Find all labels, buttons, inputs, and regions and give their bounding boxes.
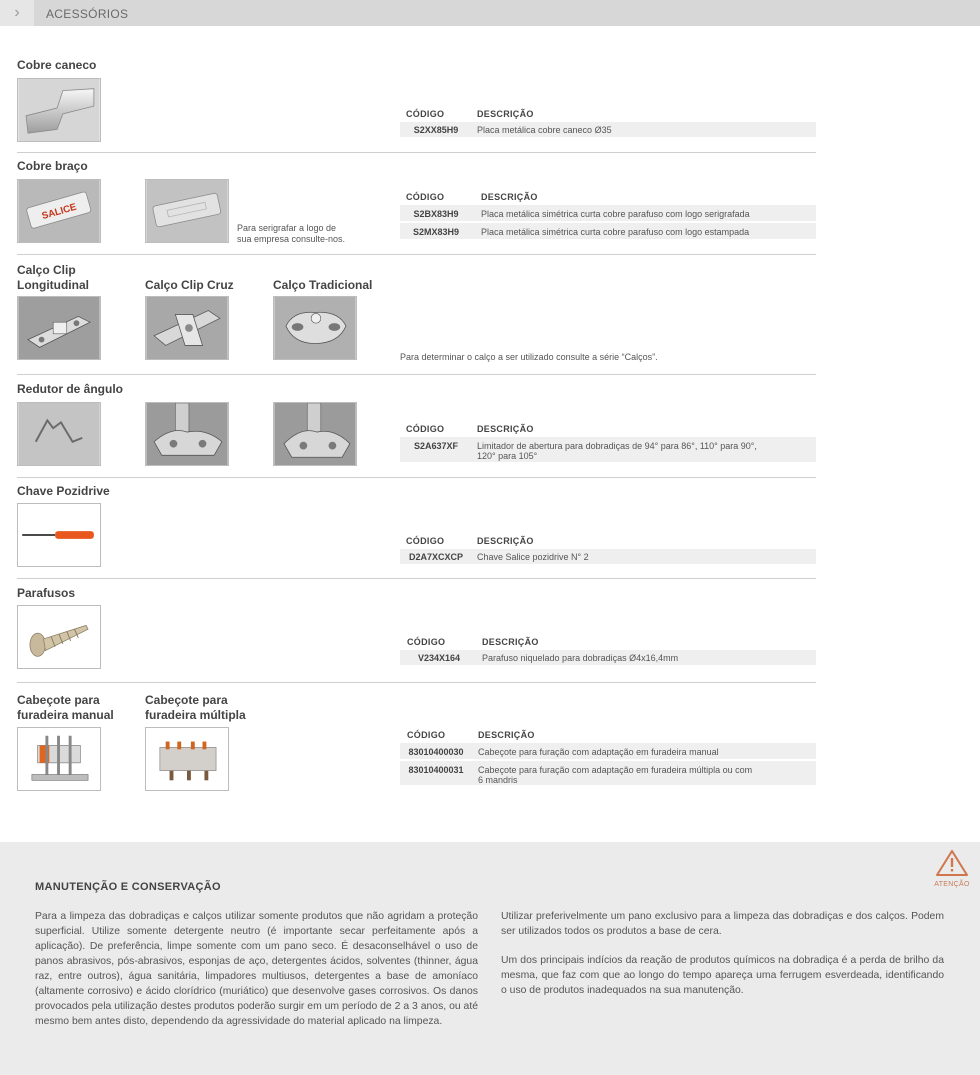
- cobre-braco-stamped-image: [145, 179, 229, 243]
- maintenance-title: MANUTENÇÃO E CONSERVAÇÃO: [35, 881, 221, 893]
- description-header: DESCRIÇÃO: [481, 192, 538, 202]
- chevron-right-icon[interactable]: ›: [0, 0, 34, 26]
- code-header: CÓDIGO: [406, 424, 445, 434]
- section-header: [0, 0, 980, 26]
- cabecote-multipla-title: Cabeçote para furadeira múltipla: [145, 693, 246, 722]
- chave-title: Chave Pozidrive: [17, 484, 110, 498]
- redutor-table: [400, 421, 816, 464]
- maintenance-panel: [0, 842, 980, 1075]
- calco-clip-longitudinal-title: Calço Clip Longitudinal: [17, 263, 89, 292]
- divider: [17, 374, 816, 375]
- table-row: S2BX83H9 Placa metálica simétrica curta cobre parafuso com logo serigrafada: [400, 205, 816, 223]
- table-row: 83010400031 Cabeçote para furação com adaptação em furadeira múltipla ou com 6 mandris: [400, 761, 816, 787]
- divider: [17, 477, 816, 478]
- description-header: DESCRIÇÃO: [477, 536, 534, 546]
- cobre-braco-note: Para serigrafar a logo de sua empresa consulte-nos.: [237, 223, 346, 244]
- code-header: CÓDIGO: [406, 109, 445, 119]
- warning-icon: [934, 848, 970, 878]
- cobre-braco-logo-image: [17, 179, 101, 243]
- chave-table: [400, 533, 816, 566]
- parafusos-table: [400, 634, 816, 667]
- table-row: V234X164 Parafuso niquelado para dobradiças Ø4x16,4mm: [400, 650, 816, 667]
- section-title: ACESSÓRIOS: [46, 7, 129, 21]
- maintenance-col1: Para a limpeza das dobradiças e calços utilizar somente produtos que não agridam a proteção superficial. Utilize somente detergente neutro (é importante secar perfeitamente após a aplicação). De preferência, limpe somente com um pano seco. É desaconselhável o uso de panos abrasivos, pós-abrasivos, esponjas de aço, detergentes ácidos, solventes (thinner, água raz, entre outros), água sanitária, limpadores multiusos, detergentes a base de amoníaco (altamente corrosivo) e ácido clorídrico (muriático) que desenvolve gases corrosivos. Os danos provocados pela utilização destes produtos poderão surgir em um período de 2 a 3 anos, ou até mesmo bem antes disto, dependendo da agressividade do material aplicado na limpeza.: [35, 911, 478, 1027]
- table-row: S2A637XF Limitador de abertura para dobradiças de 94° para 86°, 110° para 90°, 120° para 105°: [400, 437, 816, 464]
- redutor-title: Redutor de ângulo: [17, 382, 123, 396]
- cobre-caneco-title: Cobre caneco: [17, 58, 97, 72]
- description-header: DESCRIÇÃO: [477, 424, 534, 434]
- code-header: CÓDIGO: [407, 730, 446, 740]
- cobre-caneco-table: [400, 106, 816, 139]
- cabecote-manual-image: [17, 727, 101, 791]
- calco-clip-longitudinal-image: [17, 296, 101, 360]
- chave-image: [17, 503, 101, 567]
- table-row: 83010400030 Cabeçote para furação com adaptação em furadeira manual: [400, 743, 816, 761]
- redutor-hinge-image-1: [145, 402, 229, 466]
- description-header: DESCRIÇÃO: [482, 637, 539, 647]
- maintenance-col2-p1: Utilizar preferivelmente um pano exclusivo para a limpeza das dobradiças e dos calços. Podem ser utilizados todos os produtos a base de cera.: [501, 911, 944, 937]
- code-header: CÓDIGO: [406, 192, 445, 202]
- table-row: S2XX85H9 Placa metálica cobre caneco Ø35: [400, 122, 816, 139]
- warning-label: ATENÇÃO: [934, 881, 970, 888]
- parafusos-title: Parafusos: [17, 586, 76, 600]
- table-row: S2MX83H9 Placa metálica simétrica curta cobre parafuso com logo estampada: [400, 223, 816, 241]
- table-row: D2A7XCXCP Chave Salice pozidrive N° 2: [400, 549, 816, 566]
- cobre-caneco-image: [17, 78, 101, 142]
- calco-tradicional-title: Calço Tradicional: [273, 278, 373, 292]
- salice-logo: SALICE: [40, 201, 78, 223]
- divider: [17, 152, 816, 153]
- cabecote-multipla-image: [145, 727, 229, 791]
- calcos-note: Para determinar o calço a ser utilizado consulte a série “Calços”.: [400, 352, 658, 362]
- description-header: DESCRIÇÃO: [477, 109, 534, 119]
- divider: [17, 682, 816, 683]
- redutor-clip-image: [17, 402, 101, 466]
- maintenance-col2-p2: Um dos principais indícios da reação de produtos químicos na dobradiça é a perda de brilho da mesma, que faz com que ao longo do tempo apareça uma ferrugem esverdeada, identificando o uso de produtos inadequados na sua manutenção.: [501, 955, 944, 996]
- parafusos-image: [17, 605, 101, 669]
- calco-clip-cruz-title: Calço Clip Cruz: [145, 278, 234, 292]
- cabecote-manual-title: Cabeçote para furadeira manual: [17, 693, 114, 722]
- code-header: CÓDIGO: [407, 637, 446, 647]
- cobre-braco-table: [400, 189, 816, 241]
- description-header: DESCRIÇÃO: [478, 730, 535, 740]
- redutor-hinge-image-2: [273, 402, 357, 466]
- calco-tradicional-image: [273, 296, 357, 360]
- calco-clip-cruz-image: [145, 296, 229, 360]
- warning-badge: [928, 848, 976, 890]
- code-header: CÓDIGO: [406, 536, 445, 546]
- cabecote-table: [400, 727, 816, 787]
- divider: [17, 578, 816, 579]
- divider: [17, 254, 816, 255]
- cobre-braco-title: Cobre braço: [17, 159, 88, 173]
